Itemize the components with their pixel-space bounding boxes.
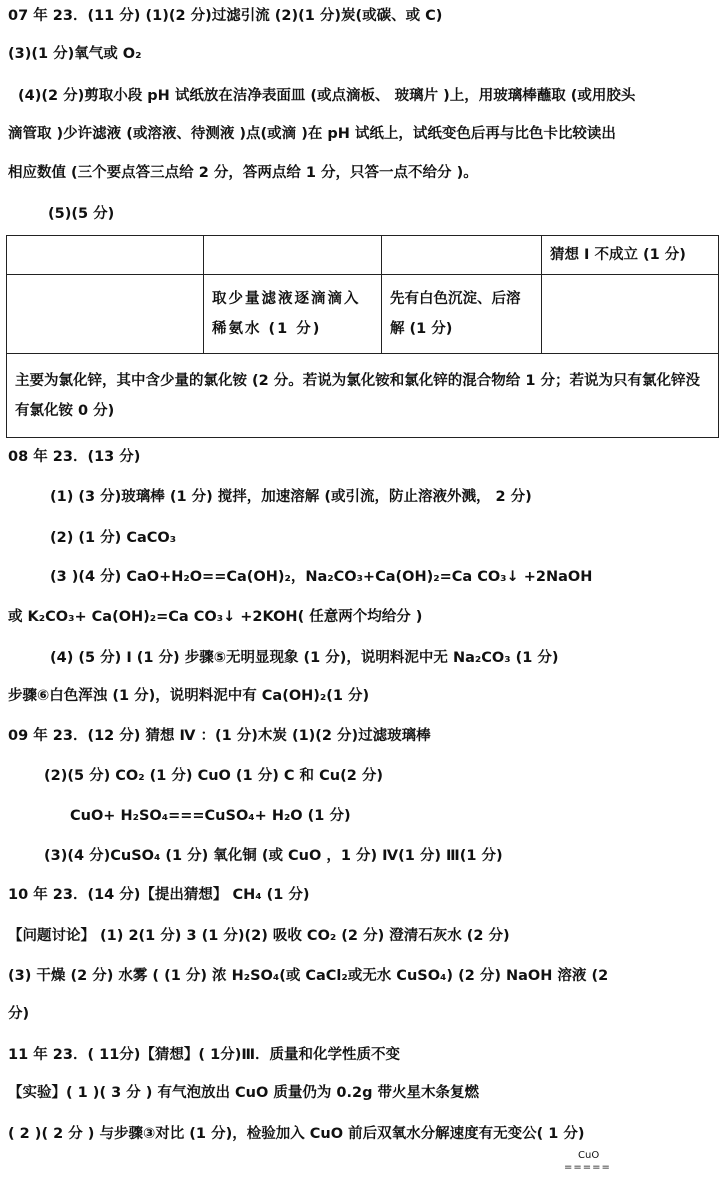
q10-line-3: (3) 干燥 (2 分) 水雾 ( (1 分) 浓 H₂SO₄(或 CaCl₂或无水 CuSO₄) (2 分) NaOH 溶液 (2: [8, 968, 609, 984]
table-cell: [542, 275, 719, 354]
q07-line-3: (4)(2 分)剪取小段 pH 试纸放在洁净表面皿 (或点滴板、 玻璃片 )上，用玻璃棒蘸取 (或用胶头: [18, 88, 636, 104]
q08-line-1: 08 年 23．(13 分): [8, 449, 141, 465]
q08-line-4: (3 )(4 分) CaO+H₂O==Ca(OH)₂，Na₂CO₃+Ca(OH)₂=Ca CO₃↓ +2NaOH: [50, 569, 593, 585]
answer-table: [6, 235, 719, 438]
q09-line-1: 09 年 23．(12 分) 猜想 Ⅳ ：(1 分)木炭 (1)(2 分)过滤玻璃棒: [8, 728, 431, 744]
table-cell: 取少量滤液逐滴滴入稀氨水 (1 分): [204, 275, 382, 354]
q08-line-2: (1) (3 分)玻璃棒 (1 分) 搅拌，加速溶解 (或引流，防止溶液外溅， 2 分): [50, 489, 532, 505]
q08-line-5: 或 K₂CO₃+ Ca(OH)₂=Ca CO₃↓ +2KOH( 任意两个均给分 ): [8, 609, 423, 625]
cuo-catalyst-label: CuO: [578, 1150, 600, 1161]
q07-line-1: 07 年 23．(11 分) (1)(2 分)过滤引流 (2)(1 分)炭(或碳、或 C): [8, 8, 443, 24]
q09-line-2: (2)(5 分) CO₂ (1 分) CuO (1 分) C 和 Cu(2 分): [44, 768, 383, 784]
q11-line-2: 【实验】( 1 )( 3 分 ) 有气泡放出 CuO 质量仍为 0.2g 带火星木条复燃: [8, 1085, 480, 1101]
q11-line-1: 11 年 23．( 11分)【猜想】( 1分)Ⅲ．质量和化学性质不变: [8, 1047, 401, 1063]
table-cell: 主要为氯化锌，其中含少量的氯化铵 (2 分。若说为氯化铵和氯化锌的混合物给 1 分；若说为只有氯化锌没有氯化铵 0 分): [7, 354, 719, 438]
q11-line-3: ( 2 )( 2 分 ) 与步骤③对比 (1 分)，检验加入 CuO 前后双氧水分解速度有无变公( 1 分): [8, 1126, 585, 1142]
q10-line-4: 分): [8, 1006, 30, 1022]
q07-line-5: 相应数值 (三个要点答三点给 2 分，答两点给 1 分，只答一点不给分 )。: [8, 165, 478, 181]
q07-line-4: 滴管取 )少许滤液 (或溶液、待测液 )点(或滴 )在 pH 试纸上，试纸变色后再与比色卡比较读出: [8, 126, 616, 142]
q07-line-2: (3)(1 分)氧气或 O₂: [8, 46, 142, 62]
table-cell: [7, 275, 204, 354]
q08-line-3: (2) (1 分) CaCO₃: [50, 530, 177, 546]
table-cell: [204, 236, 382, 275]
table-cell: [382, 236, 542, 275]
q08-line-7: 步骤⑥白色浑浊 (1 分)，说明料泥中有 Ca(OH)₂(1 分): [8, 688, 370, 704]
q10-line-2: 【问题讨论】 (1) 2(1 分) 3 (1 分)(2) 吸收 CO₂ (2 分) 澄清石灰水 (2 分): [8, 928, 510, 944]
q09-line-3: CuO+ H₂SO₄===CuSO₄+ H₂O (1 分): [70, 808, 351, 824]
q07-line-6: (5)(5 分): [48, 206, 115, 222]
table-cell: 猜想 Ⅰ 不成立 (1 分): [542, 236, 719, 275]
q08-line-6: (4) (5 分) Ⅰ (1 分) 步骤⑤无明显现象 (1 分)，说明料泥中无 Na₂CO₃ (1 分): [50, 650, 559, 666]
table-cell: [7, 236, 204, 275]
table-cell: 先有白色沉淀、后溶解 (1 分): [382, 275, 542, 354]
equals-sign: =====: [564, 1162, 611, 1173]
q10-line-1: 10 年 23．(14 分)【提出猜想】 CH₄ (1 分): [8, 887, 310, 903]
q09-line-4: (3)(4 分)CuSO₄ (1 分) 氧化铜 (或 CuO ，1 分) Ⅳ(1 分) Ⅲ(1 分): [44, 848, 503, 864]
